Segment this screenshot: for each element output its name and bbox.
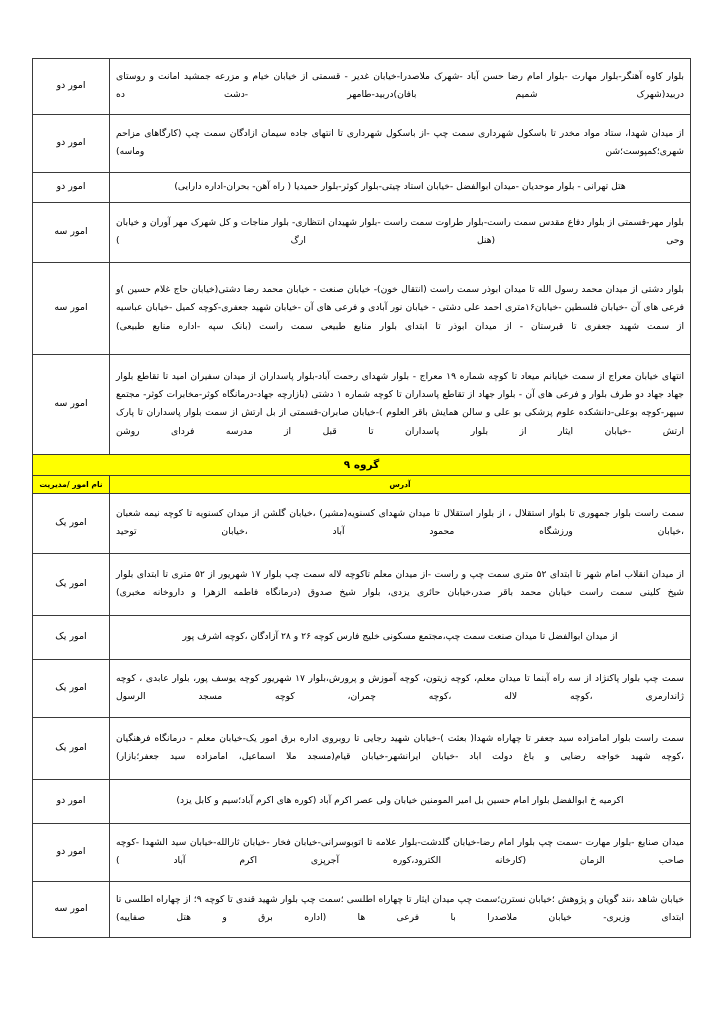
management-name-cell: امور دو <box>33 115 110 173</box>
management-name-cell: امور یک <box>33 718 110 780</box>
management-name-cell: امور دو <box>33 59 110 115</box>
column-header-row <box>33 476 691 494</box>
management-name-cell: امور یک <box>33 660 110 718</box>
table-row <box>33 494 691 554</box>
management-name-cell: امور سه <box>33 263 110 355</box>
management-name-cell: امور دو <box>33 173 110 203</box>
address-cell: بلوار مهر-قسمتی از بلوار دفاع مقدس سمت راست-بلوار طراوت سمت راست -بلوار شهیدان انتظاری- بلوار مناجات و کل شهرک مهر آوران و خیابان وحی (هنل ارگ ) <box>110 203 691 263</box>
address-table-container <box>33 58 691 938</box>
table-row <box>33 59 691 115</box>
table-row <box>33 554 691 616</box>
address-cell: سمت چپ بلوار پاکنژاد از سه راه آبنما تا میدان معلم، کوچه زیتون، کوچه آموزش و پرورش،بلوار ۱۷ شهریور کوچه یوسف پور، بلوار عابدی ، کوچه ژاندارمری ،کوچه لاله ،کوچه چمران، کوچه مسجد الرسول <box>110 660 691 718</box>
table-row <box>33 780 691 824</box>
table-row <box>33 824 691 882</box>
address-cell: بلوار دشتی از میدان محمد رسول الله تا میدان ابوذر سمت راست (انتقال خون)- خیابان صنعت - خیابان محمد رضا دشتی(خیابان حاج غلام حسین )و فرعی های آن -خیابان فلسطین -خیابان۱۶متری احمد علی دشتی - خیابان نور آبادی و فرعی های آن -خیابان شهید جعفری-کوچه کمیل -خیابان عباسیه از سمت شهید جعفری تا قبرستان - از میدان ابوذر تا ابتدای بلوار منابع طبیعی سمت راست (بانک سپه -اداره منابع طبیعی) <box>110 263 691 355</box>
table-row <box>33 882 691 938</box>
management-name-cell: امور دو <box>33 824 110 882</box>
group-title-cell: گروه ۹ <box>33 455 691 476</box>
address-cell: از میدان شهدا، ستاد مواد مخدر تا باسکول شهرداری سمت چپ -از باسکول شهرداری تا انتهای جاده سیمان ازادگان سمت چپ (کارگاهای مزاحم شهری؛کمپوست؛شن وماسه) <box>110 115 691 173</box>
group-title-row <box>33 455 691 476</box>
management-name-cell: امور سه <box>33 203 110 263</box>
address-cell: سمت راست بلوار جمهوری تا بلوار استقلال ، از بلوار استقلال تا میدان شهدای کسنویه(مشیر) ،خیابان گلشن از میدان کسنویه تا کوچه نیمه شعبان ،خیابان ورزشگاه محمود آباد ،خیابان توحید <box>110 494 691 554</box>
management-name-cell: امور یک <box>33 554 110 616</box>
management-name-column-header: نام امور /مدیریت <box>33 476 110 494</box>
address-cell: بلوار کاوه آهنگر-بلوار مهارت -بلوار امام رضا حسن آباد -شهرک ملاصدرا-خیابان غدیر - قسمتی از خیابان خیام و مزرعه جمشید امانت و روستای دربید(شهرک شمیم بافان)دربید-طامهر -دشت ده <box>110 59 691 115</box>
table-row <box>33 263 691 355</box>
management-name-cell: امور سه <box>33 882 110 938</box>
address-cell: سمت راست بلوار امامزاده سید جعفر تا چهاراه شهدا( بعثت )-خیابان شهید رجایی تا روبروی اداره برق امور یک-خیابان معلم - درمانگاه فرهنگیان ،کوچه شهید خواجه رضایی و باغ دولت اباد -خیابان ایرانشهر-خیابان قیام(مسجد ملا اسماعیل، امامزاده سید جعفر؛بازار) <box>110 718 691 780</box>
table-row <box>33 718 691 780</box>
management-name-cell: امور یک <box>33 616 110 660</box>
address-cell: انتهای خیابان معراج از سمت خیابانم میعاد تا کوچه شماره ۱۹ معراج - بلوار شهدای رحمت آباد-بلوار پاسداران از میدان سفیران امید تا تقاطع بلوار جهاد جهاد دو طرف بلوار و فرعی های آن - بلوار جهاد از تقاطع پاسداران تا کوچه شماره ۱ دشتی (بازارچه جهاد-درمانگاه کوثر-مخابرات کوثر- مجتمع سپهر-کوچه بوعلی-دانشکده علوم پزشکی بو علی و سالن همایش باقر العلوم )-خیابان صابران-قسمتی از بل ارتش از سمت بلوار پاسداران تا پارک ارتش -خیابان ایثار از بلوار پاسداران تا قبل از مدرسه فردای روشن <box>110 355 691 455</box>
table-body <box>33 59 691 938</box>
management-name-cell: امور دو <box>33 780 110 824</box>
table-row <box>33 355 691 455</box>
address-table <box>32 58 691 938</box>
address-cell: از میدان ابوالفضل تا میدان صنعت سمت چپ،مجتمع مسکونی خلیج فارس کوچه ۲۶ و ۲۸ آزادگان ،کوچه اشرف پور <box>110 616 691 660</box>
table-row <box>33 173 691 203</box>
address-column-header: آدرس <box>110 476 691 494</box>
table-row <box>33 115 691 173</box>
address-cell: هتل تهرانی - بلوار موحدیان -میدان ابوالفضل -خیابان استاد چیتی-بلوار کوثر-بلوار حمیدیا ( راه آهن- بحران-اداره دارایی) <box>110 173 691 203</box>
address-cell: اکرمیه خ ابوالفضل بلوار امام حسین بل امیر المومنین خیابان ولی عصر اکرم آباد (کوره های اکرم آباد؛سیم و کابل یزد) <box>110 780 691 824</box>
management-name-cell: امور یک <box>33 494 110 554</box>
table-row <box>33 660 691 718</box>
address-cell: خیابان شاهد ،نند گویان و پژوهش ؛خیابان نسترن؛سمت چپ میدان ایثار تا چهاراه اطلسی ؛سمت چپ بلوار شهید قندی تا کوچه ۹؛ از چهاراه اطلسی تا ابتدای وزیری- خیابان ملاصدرا با فرعی ها (اداره برق و هتل صفاییه) <box>110 882 691 938</box>
address-cell: میدان صنایع -بلوار مهارت -سمت چپ بلوار امام رضا-خیابان گلدشت-بلوار علامه تا اتوبوسرانی-خیابان فخار -خیابان ثارالله-خیابان سید الشهدا -کوچه صاحب الزمان (کارخانه الکترود،کوره آجرپزی اکرم آباد ) <box>110 824 691 882</box>
address-cell: از میدان انقلاب امام شهر تا ابتدای ۵۲ متری سمت چپ و راست -از میدان معلم تاکوچه لاله سمت چپ بلوار ۱۷ شهریور از ۵۲ متری تا ابتدای بلوار شیخ کلینی سمت راست خیابان محمد باقر صدر،خیابان حائری یزدی، بلوار شیخ صدوق (درمانگاه فاطمه الزهرا و داروخانه مخبری) <box>110 554 691 616</box>
management-name-cell: امور سه <box>33 355 110 455</box>
table-row <box>33 203 691 263</box>
table-row <box>33 616 691 660</box>
